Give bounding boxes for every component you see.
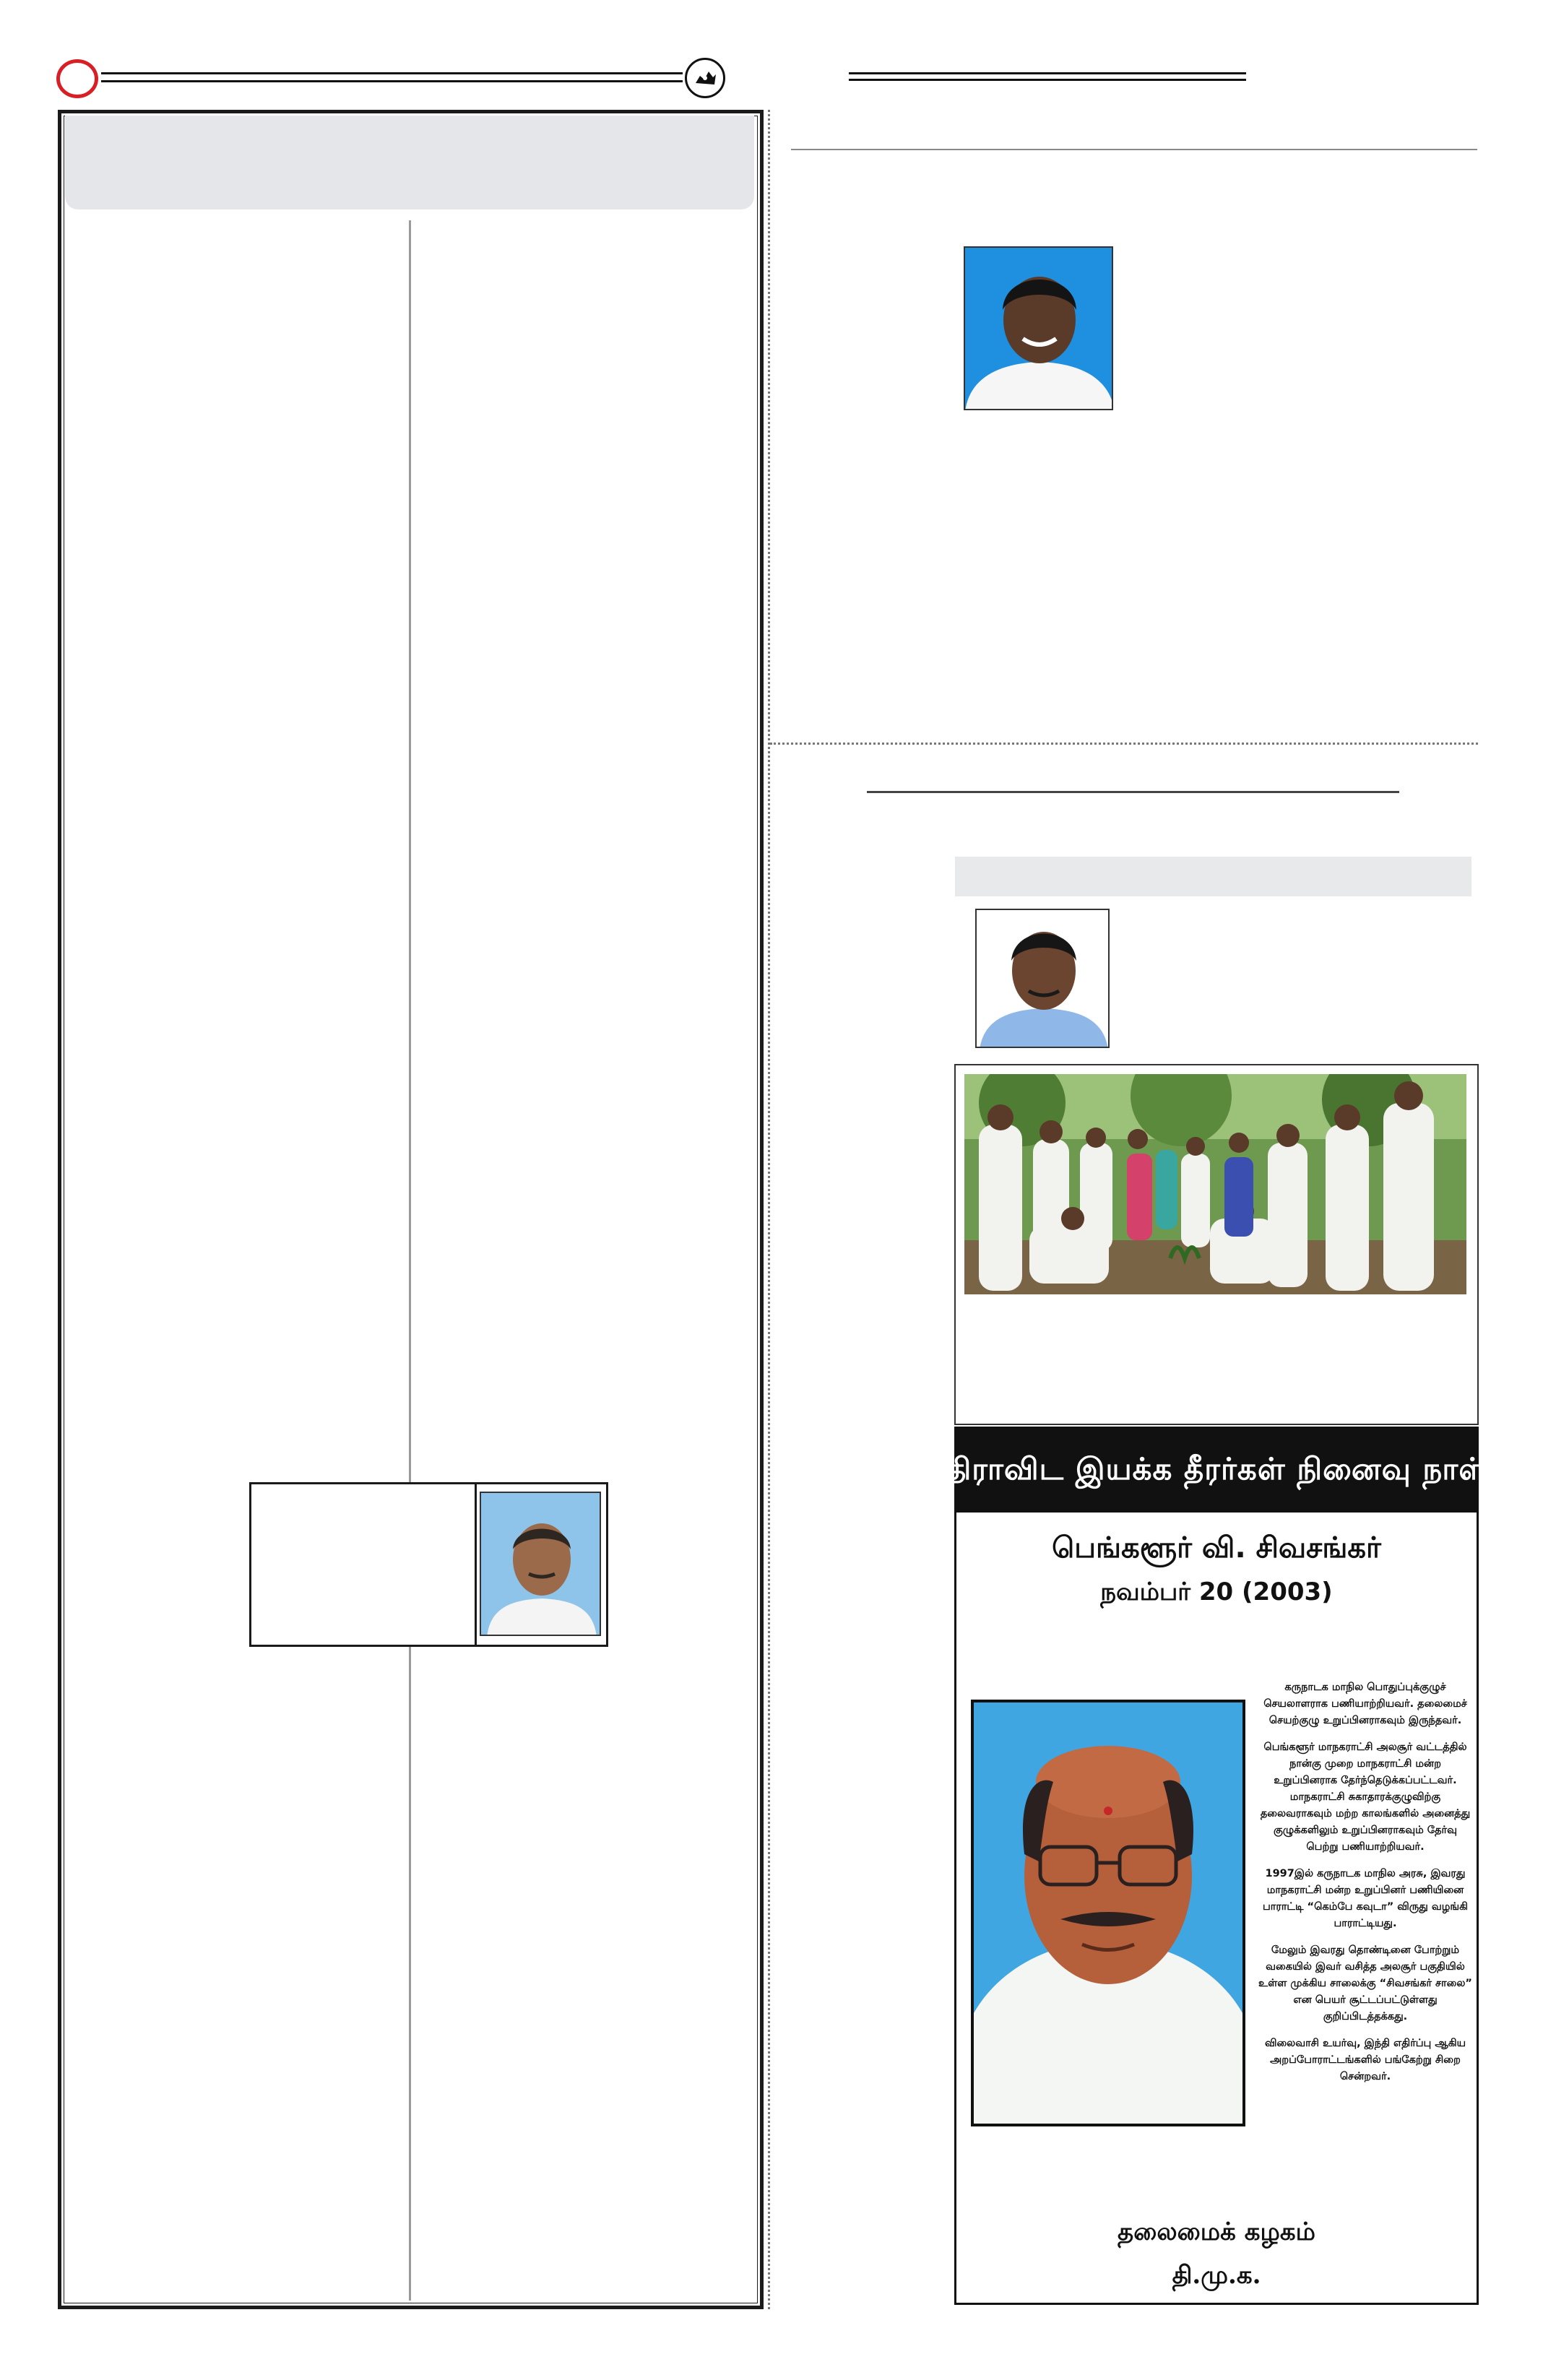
- portrait-photo-2: [975, 909, 1110, 1048]
- memorial-biography: [1258, 1679, 1472, 2095]
- bio-paragraph: கருநாடக மாநில பொதுப்புக்குழுச் செயலாளராக பணியாற்றியவர். தலைமைச் செயற்குழு உறுப்பினராகவும் இருந்தவர்.: [1263, 1682, 1467, 1726]
- tree-planting-group-photo: [964, 1074, 1466, 1294]
- right-section-grey-band: [955, 857, 1471, 896]
- masthead-logo-circle: [56, 59, 98, 98]
- column-separator-dotted: [768, 110, 770, 2309]
- bio-paragraph: பெங்களூர் மாநகராட்சி அலசூர் வட்டத்தில் நான்கு முறை மாநகராட்சி மன்ற உறுப்பினராக தேர்ந்தெடுக்கப்பட்டவர். மாநகராட்சி சுகாதாரக்குழுவிற்கு தலைவராகவும் மற்ற காலங்களில் அனைத்து குழுக்களிலும் உறுப்பினராகவும் தேர்வு பெற்று பணியாற்றியவர்.: [1260, 1741, 1471, 1853]
- memorial-party-name: தி.மு.க.: [1172, 2261, 1261, 2290]
- memorial-portrait-photo: [971, 1700, 1245, 2126]
- bio-paragraph: மேலும் இவரது தொண்டினை போற்றும் வகையில் இவர் வசித்த அலசூர் பகுதியில் உள்ள முக்கிய சாலைக்கு “சிவசங்கர் சாலை” என பெயர் சூட்டப்பட்டுள்ளது குறிப்பிடத்தக்கது.: [1258, 1944, 1472, 2022]
- memorial-person-name: பெங்களூர் வி. சிவசங்கர்: [1052, 1531, 1381, 1565]
- masthead-rule: [101, 72, 683, 82]
- left-column-divider: [409, 220, 411, 2301]
- inset-box-divider: [475, 1482, 477, 1647]
- portrait-photo-1: [964, 246, 1113, 410]
- right-section-rule: [791, 149, 1477, 150]
- left-article-header-band: [65, 116, 754, 209]
- inset-portrait-photo: [480, 1492, 601, 1636]
- bio-paragraph: 1997இல் கருநாடக மாநில அரசு, இவரது மாநகராட்சி மன்ற உறுப்பினர் பணியினை பாராட்டி “கெம்பே கவுடா” விருது வழங்கி பாராட்டியது.: [1263, 1868, 1468, 1929]
- memorial-date: நவம்பர் 20 (2003): [1100, 1578, 1333, 1606]
- bio-paragraph: விலைவாசி உயர்வு, இந்தி எதிர்ப்பு ஆகிய அறப்போராட்டங்களில் பங்கேற்று சிறை சென்றவர்.: [1264, 2038, 1466, 2082]
- memorial-heading: திராவிட இயக்க தீரர்கள் நினைவு நாள்: [956, 1429, 1477, 1513]
- right-header-rule: [849, 72, 1246, 81]
- memorial-issuer: தலைமைக் கழகம்: [1118, 2217, 1315, 2246]
- rising-sun-emblem-icon: [685, 58, 725, 98]
- section-separator-dotted: [770, 743, 1478, 745]
- right-section-rule-2: [867, 791, 1399, 793]
